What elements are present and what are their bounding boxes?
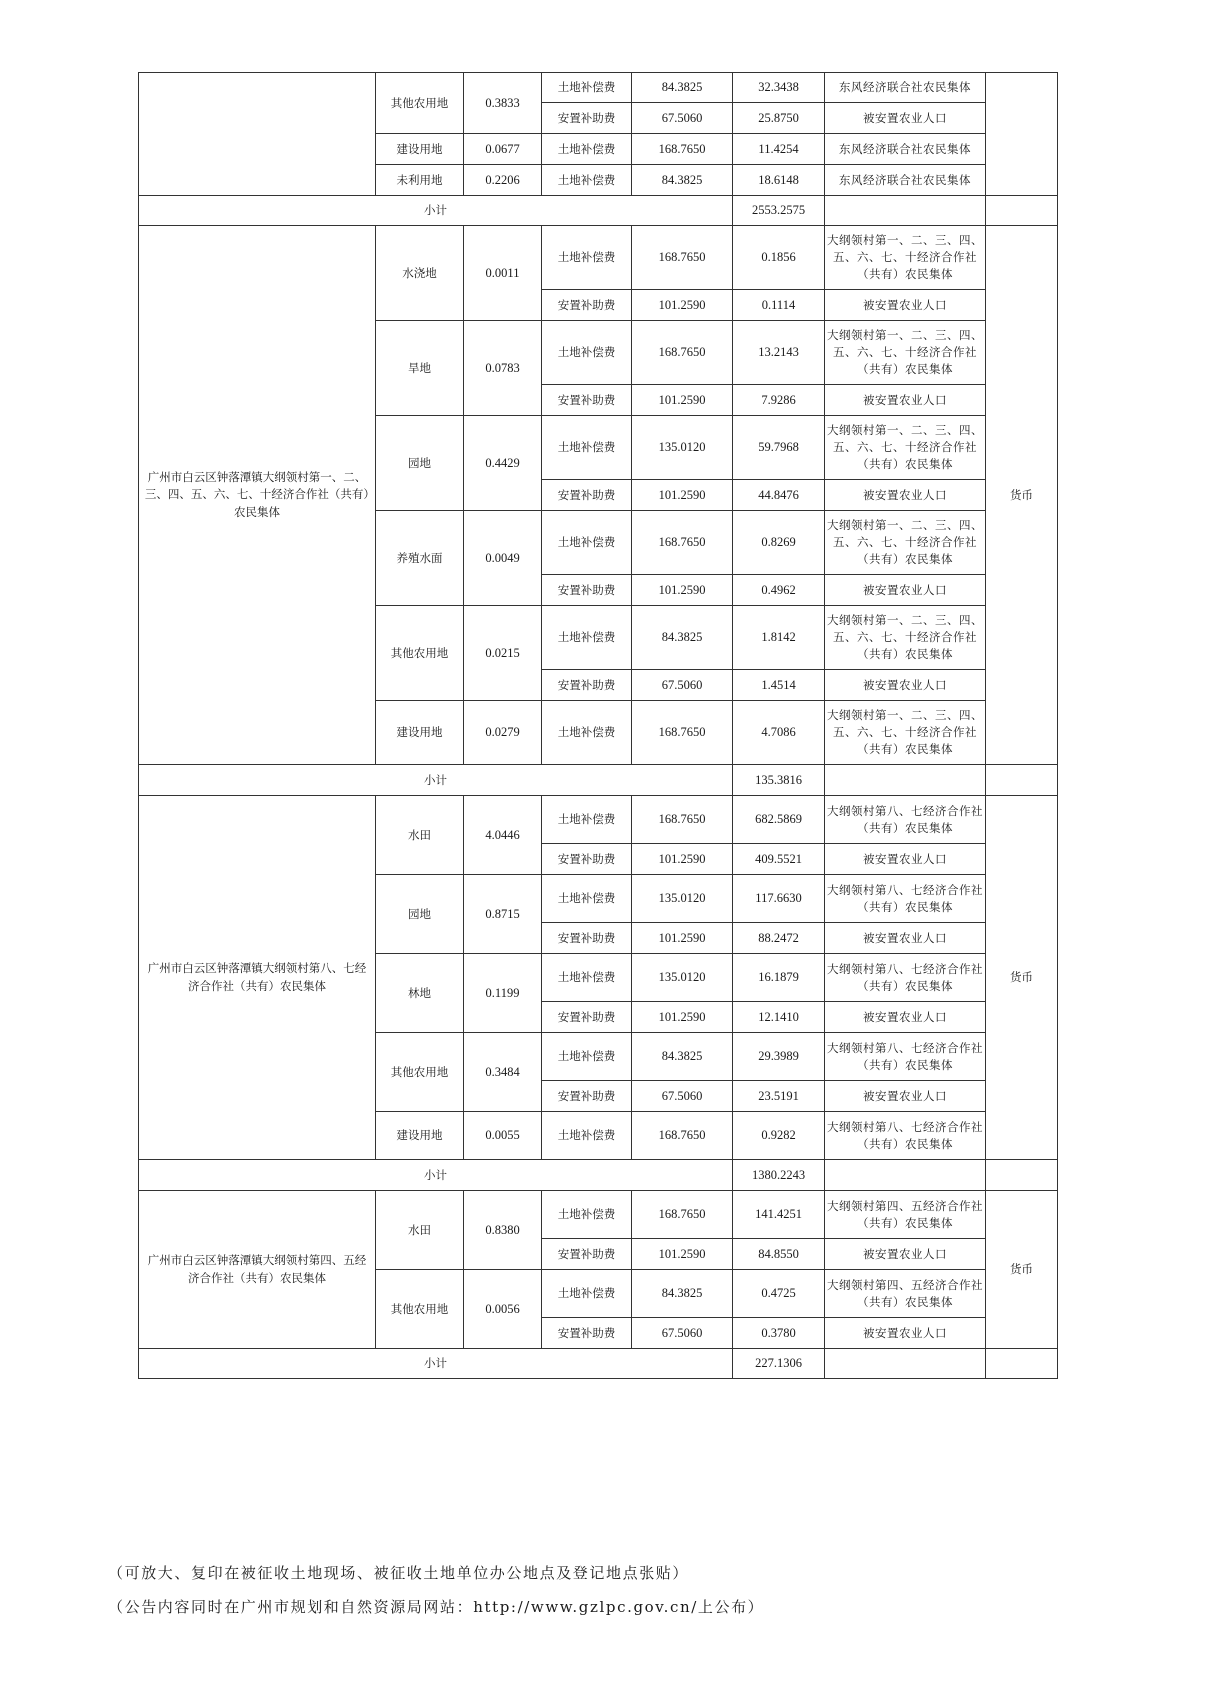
payee-cell: 大纲领村第八、七经济合作社（共有）农民集体 [825, 796, 986, 844]
rate-cell: 67.5060 [632, 103, 733, 134]
fee-type-cell: 土地补偿费 [542, 1191, 632, 1239]
table-row [139, 796, 1058, 844]
payment-method-cell: 货币 [986, 226, 1058, 765]
land-type-cell: 未利用地 [376, 165, 464, 196]
fee-type-cell: 安置补助费 [542, 1002, 632, 1033]
subtotal-blank-cell [986, 1160, 1058, 1191]
rate-cell: 168.7650 [632, 796, 733, 844]
amount-cell: 18.6148 [733, 165, 825, 196]
amount-cell: 0.4725 [733, 1270, 825, 1318]
fee-type-cell: 土地补偿费 [542, 321, 632, 385]
land-area-cell: 0.2206 [464, 165, 542, 196]
amount-cell: 1.4514 [733, 670, 825, 701]
land-area-cell: 0.0056 [464, 1270, 542, 1349]
rate-cell: 168.7650 [632, 226, 733, 290]
rate-cell: 135.0120 [632, 875, 733, 923]
amount-cell: 11.4254 [733, 134, 825, 165]
fee-type-cell: 安置补助费 [542, 670, 632, 701]
rate-cell: 84.3825 [632, 606, 733, 670]
payee-cell: 被安置农业人口 [825, 1239, 986, 1270]
payee-cell: 大纲领村第八、七经济合作社（共有）农民集体 [825, 1112, 986, 1160]
fee-type-cell: 土地补偿费 [542, 1033, 632, 1081]
payee-cell: 被安置农业人口 [825, 385, 986, 416]
land-area-cell: 0.1199 [464, 954, 542, 1033]
fee-type-cell: 安置补助费 [542, 480, 632, 511]
subtotal-blank-cell [825, 196, 986, 226]
amount-cell: 32.3438 [733, 73, 825, 103]
unit-name-cell: 广州市白云区钟落潭镇大纲领村第四、五经济合作社（共有）农民集体 [139, 1191, 376, 1349]
subtotal-row [139, 196, 1058, 226]
amount-cell: 409.5521 [733, 844, 825, 875]
amount-cell: 29.3989 [733, 1033, 825, 1081]
fee-type-cell: 安置补助费 [542, 1318, 632, 1349]
payee-cell: 大纲领村第八、七经济合作社（共有）农民集体 [825, 954, 986, 1002]
land-type-cell: 水浇地 [376, 226, 464, 321]
rate-cell: 84.3825 [632, 165, 733, 196]
rate-cell: 84.3825 [632, 73, 733, 103]
fee-type-cell: 安置补助费 [542, 1239, 632, 1270]
rate-cell: 101.2590 [632, 923, 733, 954]
rate-cell: 135.0120 [632, 416, 733, 480]
amount-cell: 88.2472 [733, 923, 825, 954]
payee-cell: 被安置农业人口 [825, 103, 986, 134]
subtotal-label-cell: 小计 [139, 196, 733, 226]
payment-method-cell: 货币 [986, 1191, 1058, 1349]
payee-cell: 大纲领村第八、七经济合作社（共有）农民集体 [825, 1033, 986, 1081]
rate-cell: 168.7650 [632, 1191, 733, 1239]
fee-type-cell: 安置补助费 [542, 103, 632, 134]
payee-cell: 东风经济联合社农民集体 [825, 165, 986, 196]
land-type-cell: 水田 [376, 1191, 464, 1270]
amount-cell: 141.4251 [733, 1191, 825, 1239]
subtotal-row [139, 765, 1058, 796]
rate-cell: 168.7650 [632, 511, 733, 575]
fee-type-cell: 安置补助费 [542, 1081, 632, 1112]
land-area-cell: 0.8715 [464, 875, 542, 954]
unit-name-cell: 广州市白云区钟落潭镇大纲领村第八、七经济合作社（共有）农民集体 [139, 796, 376, 1160]
payee-cell: 东风经济联合社农民集体 [825, 134, 986, 165]
payee-cell: 被安置农业人口 [825, 923, 986, 954]
rate-cell: 168.7650 [632, 321, 733, 385]
rate-cell: 101.2590 [632, 575, 733, 606]
fee-type-cell: 土地补偿费 [542, 1112, 632, 1160]
land-area-cell: 0.0279 [464, 701, 542, 765]
land-type-cell: 园地 [376, 875, 464, 954]
fee-type-cell: 土地补偿费 [542, 511, 632, 575]
subtotal-blank-cell [986, 196, 1058, 226]
payee-cell: 被安置农业人口 [825, 1081, 986, 1112]
subtotal-row [139, 1349, 1058, 1379]
amount-cell: 0.8269 [733, 511, 825, 575]
fee-type-cell: 土地补偿费 [542, 165, 632, 196]
subtotal-value-cell: 2553.2575 [733, 196, 825, 226]
rate-cell: 101.2590 [632, 1239, 733, 1270]
land-type-cell: 其他农用地 [376, 73, 464, 134]
payee-cell: 大纲领村第一、二、三、四、五、六、七、十经济合作社（共有）农民集体 [825, 606, 986, 670]
fee-type-cell: 土地补偿费 [542, 73, 632, 103]
rate-cell: 135.0120 [632, 954, 733, 1002]
land-area-cell: 0.0049 [464, 511, 542, 606]
amount-cell: 84.8550 [733, 1239, 825, 1270]
payment-method-cell [986, 73, 1058, 196]
amount-cell: 682.5869 [733, 796, 825, 844]
fee-type-cell: 土地补偿费 [542, 701, 632, 765]
subtotal-label-cell: 小计 [139, 765, 733, 796]
land-area-cell: 0.0677 [464, 134, 542, 165]
amount-cell: 0.3780 [733, 1318, 825, 1349]
notes [108, 1556, 764, 1624]
payee-cell: 大纲领村第一、二、三、四、五、六、七、十经济合作社（共有）农民集体 [825, 416, 986, 480]
subtotal-blank-cell [825, 765, 986, 796]
payee-cell: 被安置农业人口 [825, 1318, 986, 1349]
land-area-cell: 0.0215 [464, 606, 542, 701]
subtotal-label-cell: 小计 [139, 1349, 733, 1379]
table-row [139, 73, 1058, 103]
fee-type-cell: 土地补偿费 [542, 1270, 632, 1318]
fee-type-cell: 土地补偿费 [542, 606, 632, 670]
payee-cell: 大纲领村第四、五经济合作社（共有）农民集体 [825, 1191, 986, 1239]
amount-cell: 23.5191 [733, 1081, 825, 1112]
subtotal-blank-cell [825, 1349, 986, 1379]
land-type-cell: 建设用地 [376, 134, 464, 165]
fee-type-cell: 安置补助费 [542, 575, 632, 606]
land-area-cell: 0.0011 [464, 226, 542, 321]
rate-cell: 84.3825 [632, 1270, 733, 1318]
rate-cell: 168.7650 [632, 701, 733, 765]
amount-cell: 25.8750 [733, 103, 825, 134]
land-type-cell: 建设用地 [376, 701, 464, 765]
rate-cell: 84.3825 [632, 1033, 733, 1081]
payee-cell: 大纲领村第八、七经济合作社（共有）农民集体 [825, 875, 986, 923]
land-type-cell: 园地 [376, 416, 464, 511]
subtotal-blank-cell [986, 1349, 1058, 1379]
fee-type-cell: 土地补偿费 [542, 134, 632, 165]
subtotal-blank-cell [986, 765, 1058, 796]
compensation-table [138, 72, 1058, 1379]
amount-cell: 4.7086 [733, 701, 825, 765]
land-type-cell: 其他农用地 [376, 1033, 464, 1112]
land-area-cell: 0.8380 [464, 1191, 542, 1270]
payee-cell: 大纲领村第一、二、三、四、五、六、七、十经济合作社（共有）农民集体 [825, 701, 986, 765]
fee-type-cell: 土地补偿费 [542, 416, 632, 480]
rate-cell: 101.2590 [632, 844, 733, 875]
amount-cell: 59.7968 [733, 416, 825, 480]
land-type-cell: 水田 [376, 796, 464, 875]
land-area-cell: 0.0783 [464, 321, 542, 416]
amount-cell: 0.9282 [733, 1112, 825, 1160]
payee-cell: 大纲领村第四、五经济合作社（共有）农民集体 [825, 1270, 986, 1318]
subtotal-value-cell: 135.3816 [733, 765, 825, 796]
land-type-cell: 林地 [376, 954, 464, 1033]
fee-type-cell: 土地补偿费 [542, 875, 632, 923]
payee-cell: 被安置农业人口 [825, 670, 986, 701]
land-area-cell: 0.3833 [464, 73, 542, 134]
rate-cell: 168.7650 [632, 134, 733, 165]
payee-cell: 被安置农业人口 [825, 1002, 986, 1033]
fee-type-cell: 土地补偿费 [542, 226, 632, 290]
amount-cell: 12.1410 [733, 1002, 825, 1033]
land-area-cell: 0.3484 [464, 1033, 542, 1112]
unit-name-cell: 广州市白云区钟落潭镇大纲领村第一、二、三、四、五、六、七、十经济合作社（共有）农民集体 [139, 226, 376, 765]
note-posting: （可放大、复印在被征收土地现场、被征收土地单位办公地点及登记地点张贴） [108, 1564, 690, 1582]
rate-cell: 67.5060 [632, 1318, 733, 1349]
land-area-cell: 0.4429 [464, 416, 542, 511]
subtotal-blank-cell [825, 1160, 986, 1191]
subtotal-row [139, 1160, 1058, 1191]
fee-type-cell: 安置补助费 [542, 844, 632, 875]
payee-cell: 被安置农业人口 [825, 480, 986, 511]
rate-cell: 67.5060 [632, 670, 733, 701]
table-row [139, 1191, 1058, 1239]
subtotal-value-cell: 1380.2243 [733, 1160, 825, 1191]
amount-cell: 16.1879 [733, 954, 825, 1002]
amount-cell: 44.8476 [733, 480, 825, 511]
rate-cell: 101.2590 [632, 385, 733, 416]
fee-type-cell: 土地补偿费 [542, 796, 632, 844]
payee-cell: 大纲领村第一、二、三、四、五、六、七、十经济合作社（共有）农民集体 [825, 226, 986, 290]
payee-cell: 被安置农业人口 [825, 844, 986, 875]
land-type-cell: 其他农用地 [376, 606, 464, 701]
payee-cell: 被安置农业人口 [825, 290, 986, 321]
note-website: （公告内容同时在广州市规划和自然资源局网站：http://www.gzlpc.gov.cn/上公布） [108, 1598, 765, 1616]
fee-type-cell: 安置补助费 [542, 923, 632, 954]
subtotal-value-cell: 227.1306 [733, 1349, 825, 1379]
rate-cell: 101.2590 [632, 290, 733, 321]
rate-cell: 101.2590 [632, 480, 733, 511]
amount-cell: 0.1114 [733, 290, 825, 321]
subtotal-label-cell: 小计 [139, 1160, 733, 1191]
amount-cell: 1.8142 [733, 606, 825, 670]
land-area-cell: 4.0446 [464, 796, 542, 875]
amount-cell: 117.6630 [733, 875, 825, 923]
table-row [139, 226, 1058, 290]
payee-cell: 大纲领村第一、二、三、四、五、六、七、十经济合作社（共有）农民集体 [825, 321, 986, 385]
fee-type-cell: 安置补助费 [542, 385, 632, 416]
unit-name-cell [139, 73, 376, 196]
rate-cell: 67.5060 [632, 1081, 733, 1112]
land-type-cell: 养殖水面 [376, 511, 464, 606]
amount-cell: 13.2143 [733, 321, 825, 385]
land-type-cell: 旱地 [376, 321, 464, 416]
fee-type-cell: 安置补助费 [542, 290, 632, 321]
payment-method-cell: 货币 [986, 796, 1058, 1160]
fee-type-cell: 土地补偿费 [542, 954, 632, 1002]
rate-cell: 168.7650 [632, 1112, 733, 1160]
amount-cell: 7.9286 [733, 385, 825, 416]
land-type-cell: 其他农用地 [376, 1270, 464, 1349]
amount-cell: 0.1856 [733, 226, 825, 290]
payee-cell: 东风经济联合社农民集体 [825, 73, 986, 103]
amount-cell: 0.4962 [733, 575, 825, 606]
rate-cell: 101.2590 [632, 1002, 733, 1033]
payee-cell: 被安置农业人口 [825, 575, 986, 606]
land-area-cell: 0.0055 [464, 1112, 542, 1160]
land-type-cell: 建设用地 [376, 1112, 464, 1160]
payee-cell: 大纲领村第一、二、三、四、五、六、七、十经济合作社（共有）农民集体 [825, 511, 986, 575]
